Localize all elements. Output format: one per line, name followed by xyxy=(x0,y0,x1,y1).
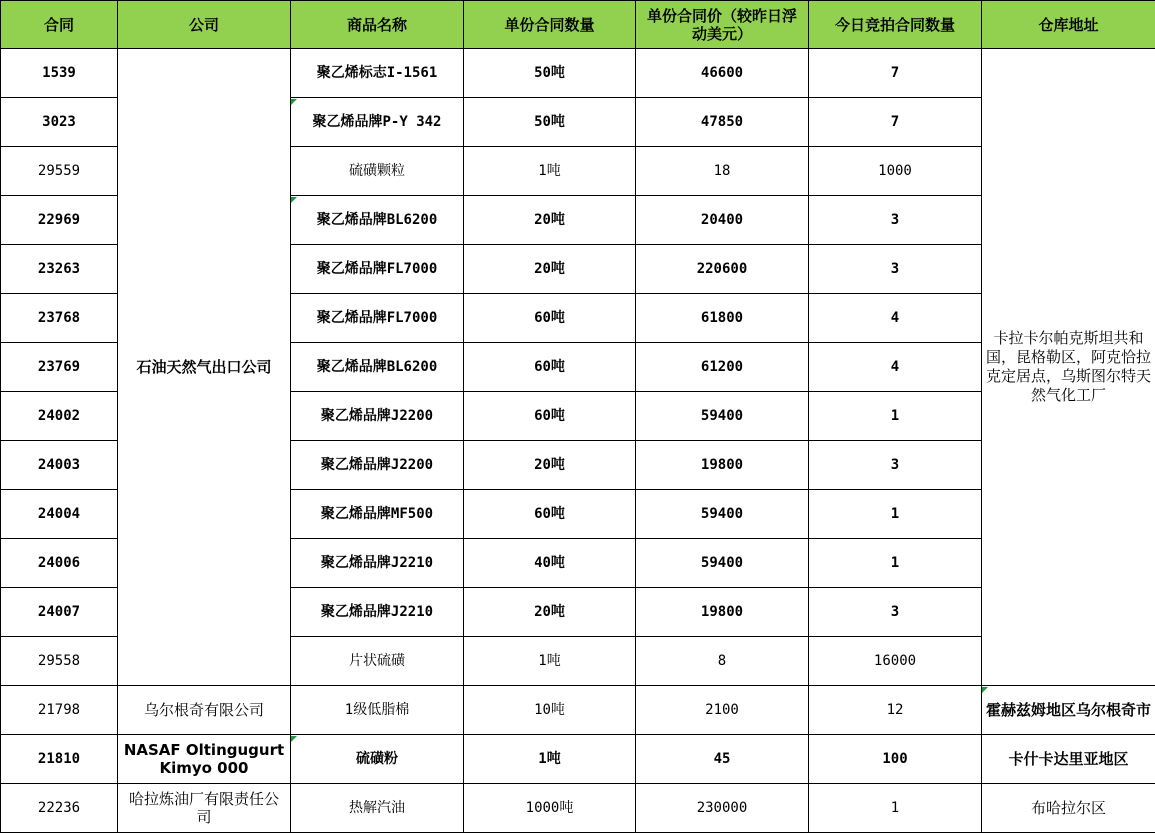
header-address: 仓库地址 xyxy=(982,1,1155,49)
cell-marker-icon xyxy=(291,197,297,203)
lots-cell: 4 xyxy=(809,294,982,343)
quantity-cell: 40吨 xyxy=(464,539,636,588)
address-cell: 卡什卡达里亚地区 xyxy=(982,735,1155,784)
lots-cell: 3 xyxy=(809,441,982,490)
lots-cell: 1 xyxy=(809,539,982,588)
cell-marker-icon xyxy=(291,99,297,105)
quantity-cell: 50吨 xyxy=(464,98,636,147)
contract-cell: 29559 xyxy=(1,147,118,196)
address-cell: 布哈拉尔区 xyxy=(982,784,1155,833)
header-row xyxy=(1,1,1155,49)
product-cell: 聚乙烯品牌MF500 xyxy=(291,490,464,539)
address-cell: 卡拉卡尔帕克斯坦共和国，昆格勒区，阿克恰拉克定居点，乌斯图尔特天然气化工厂 xyxy=(982,49,1155,686)
product-cell: 聚乙烯品牌J2200 xyxy=(291,441,464,490)
price-cell: 47850 xyxy=(636,98,809,147)
address-cell: 霍赫兹姆地区乌尔根奇市 xyxy=(982,686,1155,735)
quantity-cell: 50吨 xyxy=(464,49,636,98)
price-cell: 46600 xyxy=(636,49,809,98)
contract-cell: 3023 xyxy=(1,98,118,147)
contract-cell: 29558 xyxy=(1,637,118,686)
product-cell: 聚乙烯品牌P-Y 342 xyxy=(291,98,464,147)
quantity-cell: 20吨 xyxy=(464,588,636,637)
quantity-cell: 60吨 xyxy=(464,490,636,539)
contract-cell: 21798 xyxy=(1,686,118,735)
company-cell: 石油天然气出口公司 xyxy=(118,49,291,686)
company-cell: NASAF Oltingugurt Kimyo 000 xyxy=(118,735,291,784)
lots-cell: 7 xyxy=(809,49,982,98)
price-cell: 18 xyxy=(636,147,809,196)
lots-cell: 1 xyxy=(809,784,982,833)
price-cell: 230000 xyxy=(636,784,809,833)
quantity-cell: 60吨 xyxy=(464,294,636,343)
lots-cell: 4 xyxy=(809,343,982,392)
cell-marker-icon xyxy=(982,687,988,693)
lots-cell: 12 xyxy=(809,686,982,735)
table-body xyxy=(1,49,1155,833)
company-cell: 哈拉炼油厂有限责任公司 xyxy=(118,784,291,833)
product-cell: 聚乙烯标志I-1561 xyxy=(291,49,464,98)
product-cell: 1级低脂棉 xyxy=(291,686,464,735)
product-cell: 聚乙烯品牌BL6200 xyxy=(291,343,464,392)
contract-cell: 22236 xyxy=(1,784,118,833)
quantity-cell: 10吨 xyxy=(464,686,636,735)
price-cell: 19800 xyxy=(636,588,809,637)
contract-cell: 1539 xyxy=(1,49,118,98)
price-cell: 20400 xyxy=(636,196,809,245)
product-cell: 热解汽油 xyxy=(291,784,464,833)
contract-cell: 24002 xyxy=(1,392,118,441)
product-cell: 聚乙烯品牌BL6200 xyxy=(291,196,464,245)
price-cell: 45 xyxy=(636,735,809,784)
quantity-cell: 1吨 xyxy=(464,637,636,686)
contract-cell: 23769 xyxy=(1,343,118,392)
lots-cell: 3 xyxy=(809,245,982,294)
product-cell: 聚乙烯品牌J2210 xyxy=(291,539,464,588)
table-row xyxy=(1,735,1155,784)
price-cell: 59400 xyxy=(636,539,809,588)
table-row xyxy=(1,784,1155,833)
lots-cell: 1 xyxy=(809,490,982,539)
lots-cell: 3 xyxy=(809,196,982,245)
quantity-cell: 60吨 xyxy=(464,343,636,392)
header-quantity: 单份合同数量 xyxy=(464,1,636,49)
lots-cell: 1 xyxy=(809,392,982,441)
contract-cell: 24004 xyxy=(1,490,118,539)
cell-marker-icon xyxy=(291,736,297,742)
contract-cell: 23263 xyxy=(1,245,118,294)
contract-cell: 24007 xyxy=(1,588,118,637)
price-cell: 61800 xyxy=(636,294,809,343)
contract-cell: 24003 xyxy=(1,441,118,490)
product-cell: 聚乙烯品牌J2210 xyxy=(291,588,464,637)
header-price: 单份合同价（较昨日浮动美元） xyxy=(636,1,809,49)
contract-cell: 22969 xyxy=(1,196,118,245)
table-row xyxy=(1,49,1155,98)
header-product: 商品名称 xyxy=(291,1,464,49)
lots-cell: 1000 xyxy=(809,147,982,196)
price-cell: 59400 xyxy=(636,490,809,539)
header-company: 公司 xyxy=(118,1,291,49)
quantity-cell: 60吨 xyxy=(464,392,636,441)
price-cell: 19800 xyxy=(636,441,809,490)
header-lots: 今日竞拍合同数量 xyxy=(809,1,982,49)
lots-cell: 3 xyxy=(809,588,982,637)
lots-cell: 16000 xyxy=(809,637,982,686)
price-cell: 59400 xyxy=(636,392,809,441)
product-cell: 聚乙烯品牌J2200 xyxy=(291,392,464,441)
quantity-cell: 1吨 xyxy=(464,147,636,196)
header-contract: 合同 xyxy=(1,1,118,49)
quantity-cell: 1吨 xyxy=(464,735,636,784)
price-cell: 2100 xyxy=(636,686,809,735)
price-cell: 61200 xyxy=(636,343,809,392)
quantity-cell: 20吨 xyxy=(464,441,636,490)
company-cell: 乌尔根奇有限公司 xyxy=(118,686,291,735)
quantity-cell: 1000吨 xyxy=(464,784,636,833)
product-cell: 硫磺颗粒 xyxy=(291,147,464,196)
contract-cell: 21810 xyxy=(1,735,118,784)
product-cell: 聚乙烯品牌FL7000 xyxy=(291,294,464,343)
product-cell: 片状硫磺 xyxy=(291,637,464,686)
lots-cell: 100 xyxy=(809,735,982,784)
quantity-cell: 20吨 xyxy=(464,196,636,245)
lots-cell: 7 xyxy=(809,98,982,147)
contract-cell: 24006 xyxy=(1,539,118,588)
product-cell: 聚乙烯品牌FL7000 xyxy=(291,245,464,294)
price-cell: 8 xyxy=(636,637,809,686)
price-cell: 220600 xyxy=(636,245,809,294)
product-cell: 硫磺粉 xyxy=(291,735,464,784)
quantity-cell: 20吨 xyxy=(464,245,636,294)
contract-cell: 23768 xyxy=(1,294,118,343)
